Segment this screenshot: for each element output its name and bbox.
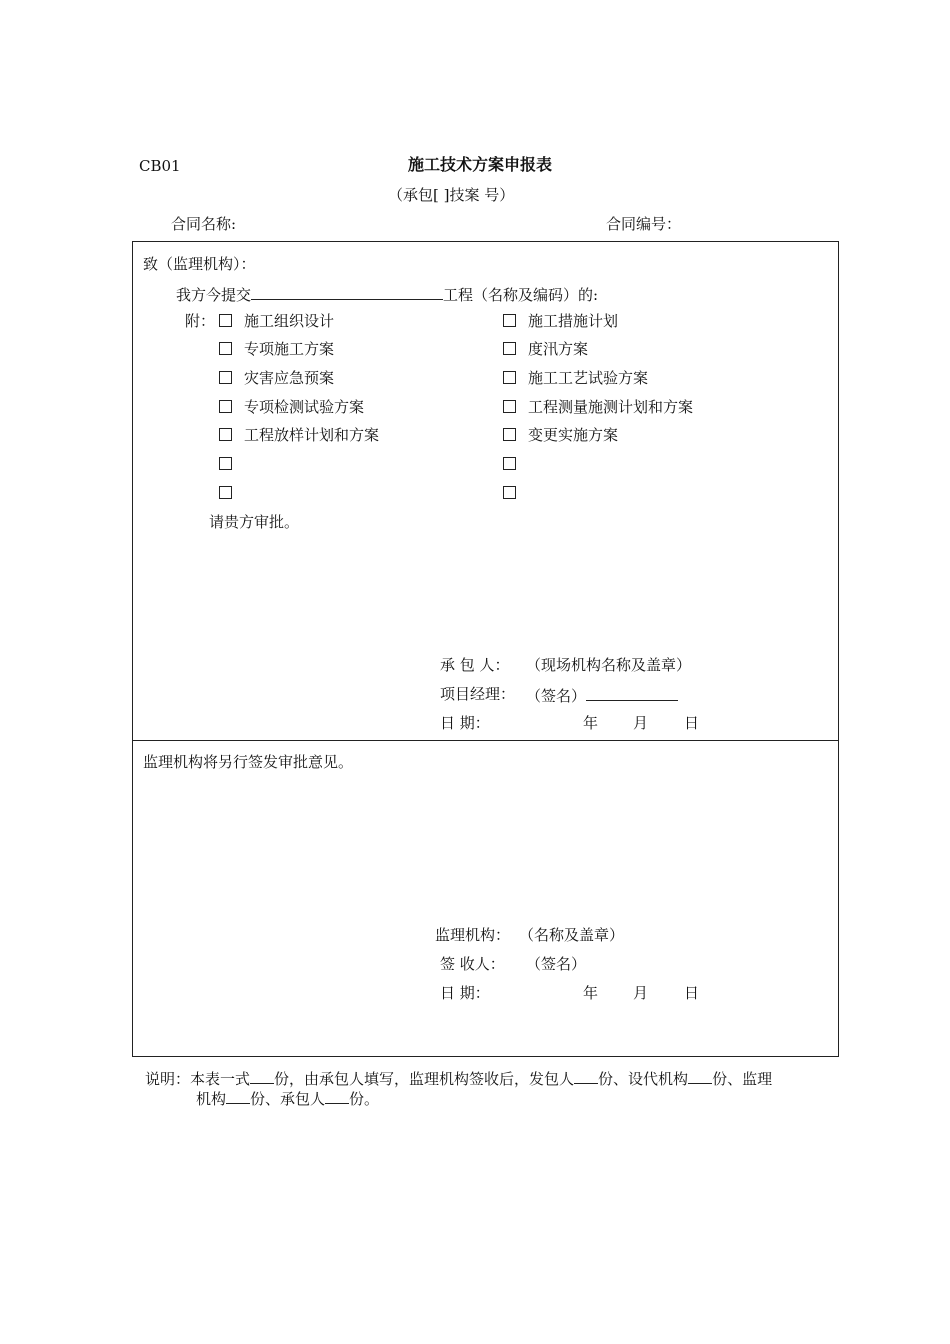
copies-blank[interactable] — [574, 1069, 598, 1084]
attach-label: 附： — [185, 312, 216, 330]
form-title: 施工技术方案申报表 — [408, 155, 553, 174]
checklist-label: 灾害应急预案 — [244, 369, 335, 387]
checkbox[interactable] — [219, 428, 232, 441]
checklist-right-1[interactable] — [503, 340, 588, 358]
manager-label: 项目经理： — [440, 685, 516, 703]
checklist-left-0[interactable] — [219, 312, 334, 330]
manager-value: （签名） — [526, 687, 587, 705]
checkbox[interactable] — [503, 457, 516, 470]
receiver-value: （签名） — [526, 955, 587, 973]
supervisor-org-label: 监理机构： — [435, 926, 511, 944]
copies-blank[interactable] — [325, 1089, 349, 1104]
date-day: 日 — [684, 714, 700, 732]
supervisor-org-value: （名称及盖章） — [519, 926, 625, 944]
checkbox[interactable] — [503, 371, 516, 384]
contractor-value: （现场机构名称及盖章） — [526, 656, 692, 674]
submit-line — [176, 284, 598, 304]
note-text: 份、设代机构 — [598, 1070, 689, 1088]
checkbox[interactable] — [503, 428, 516, 441]
checkbox[interactable] — [219, 342, 232, 355]
note-text: 份。 — [349, 1090, 380, 1108]
review-date-label: 日 期： — [440, 984, 490, 1002]
checklist-left-1[interactable] — [219, 340, 334, 358]
approval-request: 请贵方审批。 — [209, 513, 300, 531]
submit-suffix: 工程（名称及编码）的: — [443, 286, 599, 304]
checkbox[interactable] — [219, 371, 232, 384]
checklist-right-0[interactable] — [503, 312, 618, 330]
checkbox[interactable] — [219, 457, 232, 470]
checklist-label: 度汛方案 — [528, 340, 589, 358]
note-text: 份、监理 — [712, 1070, 773, 1088]
checklist-label: 施工工艺试验方案 — [528, 369, 649, 387]
review-date-year: 年 — [583, 984, 599, 1002]
checklist-label: 专项检测试验方案 — [244, 398, 365, 416]
note-text: 本表一式 — [190, 1070, 251, 1088]
footnote — [145, 1069, 825, 1109]
checklist-label: 变更实施方案 — [528, 426, 619, 444]
review-opinion: 监理机构将另行签发审批意见。 — [143, 753, 354, 771]
checklist-label: 施工组织设计 — [244, 312, 335, 330]
form-code: CB01 — [139, 157, 181, 175]
copies-blank[interactable] — [226, 1089, 250, 1104]
note-text: 份、承包人 — [250, 1090, 326, 1108]
checklist-right-2[interactable] — [503, 369, 648, 387]
addressee-label: 致（监理机构）： — [143, 255, 256, 273]
date-month: 月 — [633, 714, 649, 732]
checklist-label: 专项施工方案 — [244, 340, 335, 358]
contract-name-label: 合同名称: — [171, 215, 237, 233]
checklist-left-3[interactable] — [219, 398, 364, 416]
project-name-blank[interactable] — [251, 284, 443, 300]
checkbox[interactable] — [503, 314, 516, 327]
checklist-left-6[interactable] — [219, 484, 244, 502]
checklist-right-5[interactable] — [503, 455, 528, 473]
note-line-2 — [145, 1089, 825, 1109]
manager-signature-blank[interactable] — [586, 685, 678, 701]
checkbox[interactable] — [503, 486, 516, 499]
submit-prefix: 我方今提交 — [176, 286, 252, 304]
checkbox[interactable] — [219, 486, 232, 499]
checkbox[interactable] — [503, 342, 516, 355]
form-subtitle: （承包[ ]技案 号） — [388, 186, 515, 204]
note-text: 份，由承包人填写，监理机构签收后，发包人 — [274, 1070, 575, 1088]
contract-no-label: 合同编号： — [606, 215, 682, 233]
checklist-right-3[interactable] — [503, 398, 693, 416]
checklist-left-5[interactable] — [219, 455, 244, 473]
review-section — [132, 740, 839, 1057]
checklist-left-2[interactable] — [219, 369, 334, 387]
date-label: 日 期： — [440, 714, 490, 732]
checklist-label: 工程测量施测计划和方案 — [528, 398, 694, 416]
receiver-label: 签 收人： — [440, 955, 505, 973]
checklist-right-6[interactable] — [503, 484, 528, 502]
contractor-label: 承 包 人： — [440, 656, 510, 674]
checklist-left-4[interactable] — [219, 426, 379, 444]
checklist-label: 施工措施计划 — [528, 312, 619, 330]
review-date-day: 日 — [684, 984, 700, 1002]
copies-blank[interactable] — [250, 1069, 274, 1084]
manager-signature — [526, 685, 678, 705]
checkbox[interactable] — [219, 400, 232, 413]
checkbox[interactable] — [503, 400, 516, 413]
note-text: 机构 — [196, 1090, 227, 1108]
checklist-label: 工程放样计划和方案 — [244, 426, 380, 444]
date-year: 年 — [583, 714, 599, 732]
review-date-month: 月 — [633, 984, 649, 1002]
copies-blank[interactable] — [688, 1069, 712, 1084]
note-label: 说明： — [145, 1070, 191, 1088]
checkbox[interactable] — [219, 314, 232, 327]
checklist-right-4[interactable] — [503, 426, 618, 444]
